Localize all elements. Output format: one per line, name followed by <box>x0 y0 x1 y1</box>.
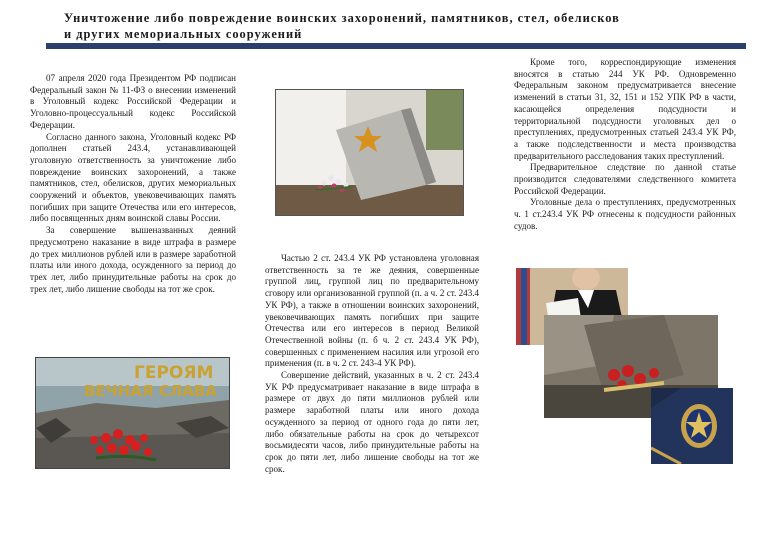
photo-damaged-monument <box>275 89 464 216</box>
column-3-text <box>514 57 736 233</box>
header-rule <box>46 43 746 49</box>
photo-investigative-committee-emblem <box>651 388 733 464</box>
paragraph: Уголовные дела о преступлениях, предусмотренных ч. 1 ст.243.4 УК РФ отнесены к подсудности районных судов. <box>514 197 736 231</box>
memorial-sign-top: ГЕРОЯМ <box>134 363 214 383</box>
paragraph: Совершение действий, указанных в ч. 2 ст. 243.4 УК РФ предусматривает наказание в виде штрафа в размере от двух до пяти миллионов рублей или размере заработной платы или иного дохода осужденного за период от одного года до пяти лет, либо обязательные работы на срок до четырехсот восьмидесяти часов, либо принудительные работы на срок до пяти лет, либо лишение свободы на тот же срок. <box>265 370 479 474</box>
title-line-2: и других мемориальных сооружений <box>64 27 303 41</box>
column-1-text <box>30 73 236 295</box>
paragraph: 07 апреля 2020 года Президентом РФ подписан Федеральный закон № 11-ФЗ о внесении изменений в Уголовный кодекс Российской Федерации и Уголовно-процессуальный кодекс Российской Федерации. <box>30 73 236 130</box>
column-2-text <box>265 253 479 475</box>
paragraph: За совершение вышеназванных деяний предусмотрено наказание в виде штрафа в размере до трех миллионов рублей или в размере заработной платы или иного дохода, осужденного за период до трех лет, либо принудительные работы на срок до трех лет, либо лишение свободы на тот же срок. <box>30 225 236 294</box>
paragraph: Частью 2 ст. 243.4 УК РФ установлена уголовная ответственность за те же деяния, совершенные группой лиц, группой лиц по предварительному сговору или организованной группой (п. а ч. 2 ст. 243.4 УК РФ), а также в отношении воинских захоронений, увековечивающих память погибших при защите Отечества или его интересов в период Великой Отечественной войны (п. б ч. 2 ст. 243.4 УК РФ), совершенных с применением насилия или угрозой его применения (п. в ч. 2 ст. 243-4 УК РФ). <box>265 253 479 369</box>
paragraph: Согласно данного закона, Уголовный кодекс РФ дополнен статьей 243.4, устанавливающей уголовную ответственность за уничтожение либо повреждение воинских захоронений, а также памятников, стел, обелисков, других мемориальных сооружений и объектов, увековечивающих память погибших при защите Отечества или его интересов, либо посвященных дням воинской славы России. <box>30 131 236 224</box>
title-line-1: Уничтожение либо повреждение воинских захоронений, памятников, стел, обелисков <box>64 11 620 25</box>
memorial-sign-bottom: ВЕЧНАЯ СЛАВА <box>84 382 217 400</box>
paragraph: Предварительное следствие по данной статье производится следователями следственного комитета Российской Федерации. <box>514 162 736 196</box>
page-title <box>64 10 664 42</box>
paragraph: Кроме того, корреспондирующие изменения вносятся в статью 244 УК РФ. Одновременно Федеральным законом предусматривается внесение изменений в статьи 31, 32, 151 и 152 УПК РФ в части, касающейся определения подсудности и территориальной подсудности уголовных дел о преступлениях, предусмотренных статьей 243.4 УК РФ, а также подследственности и места производства предварительного расследования таких преступлений. <box>514 57 736 161</box>
photo-memorial-eternal-glory <box>35 357 230 469</box>
